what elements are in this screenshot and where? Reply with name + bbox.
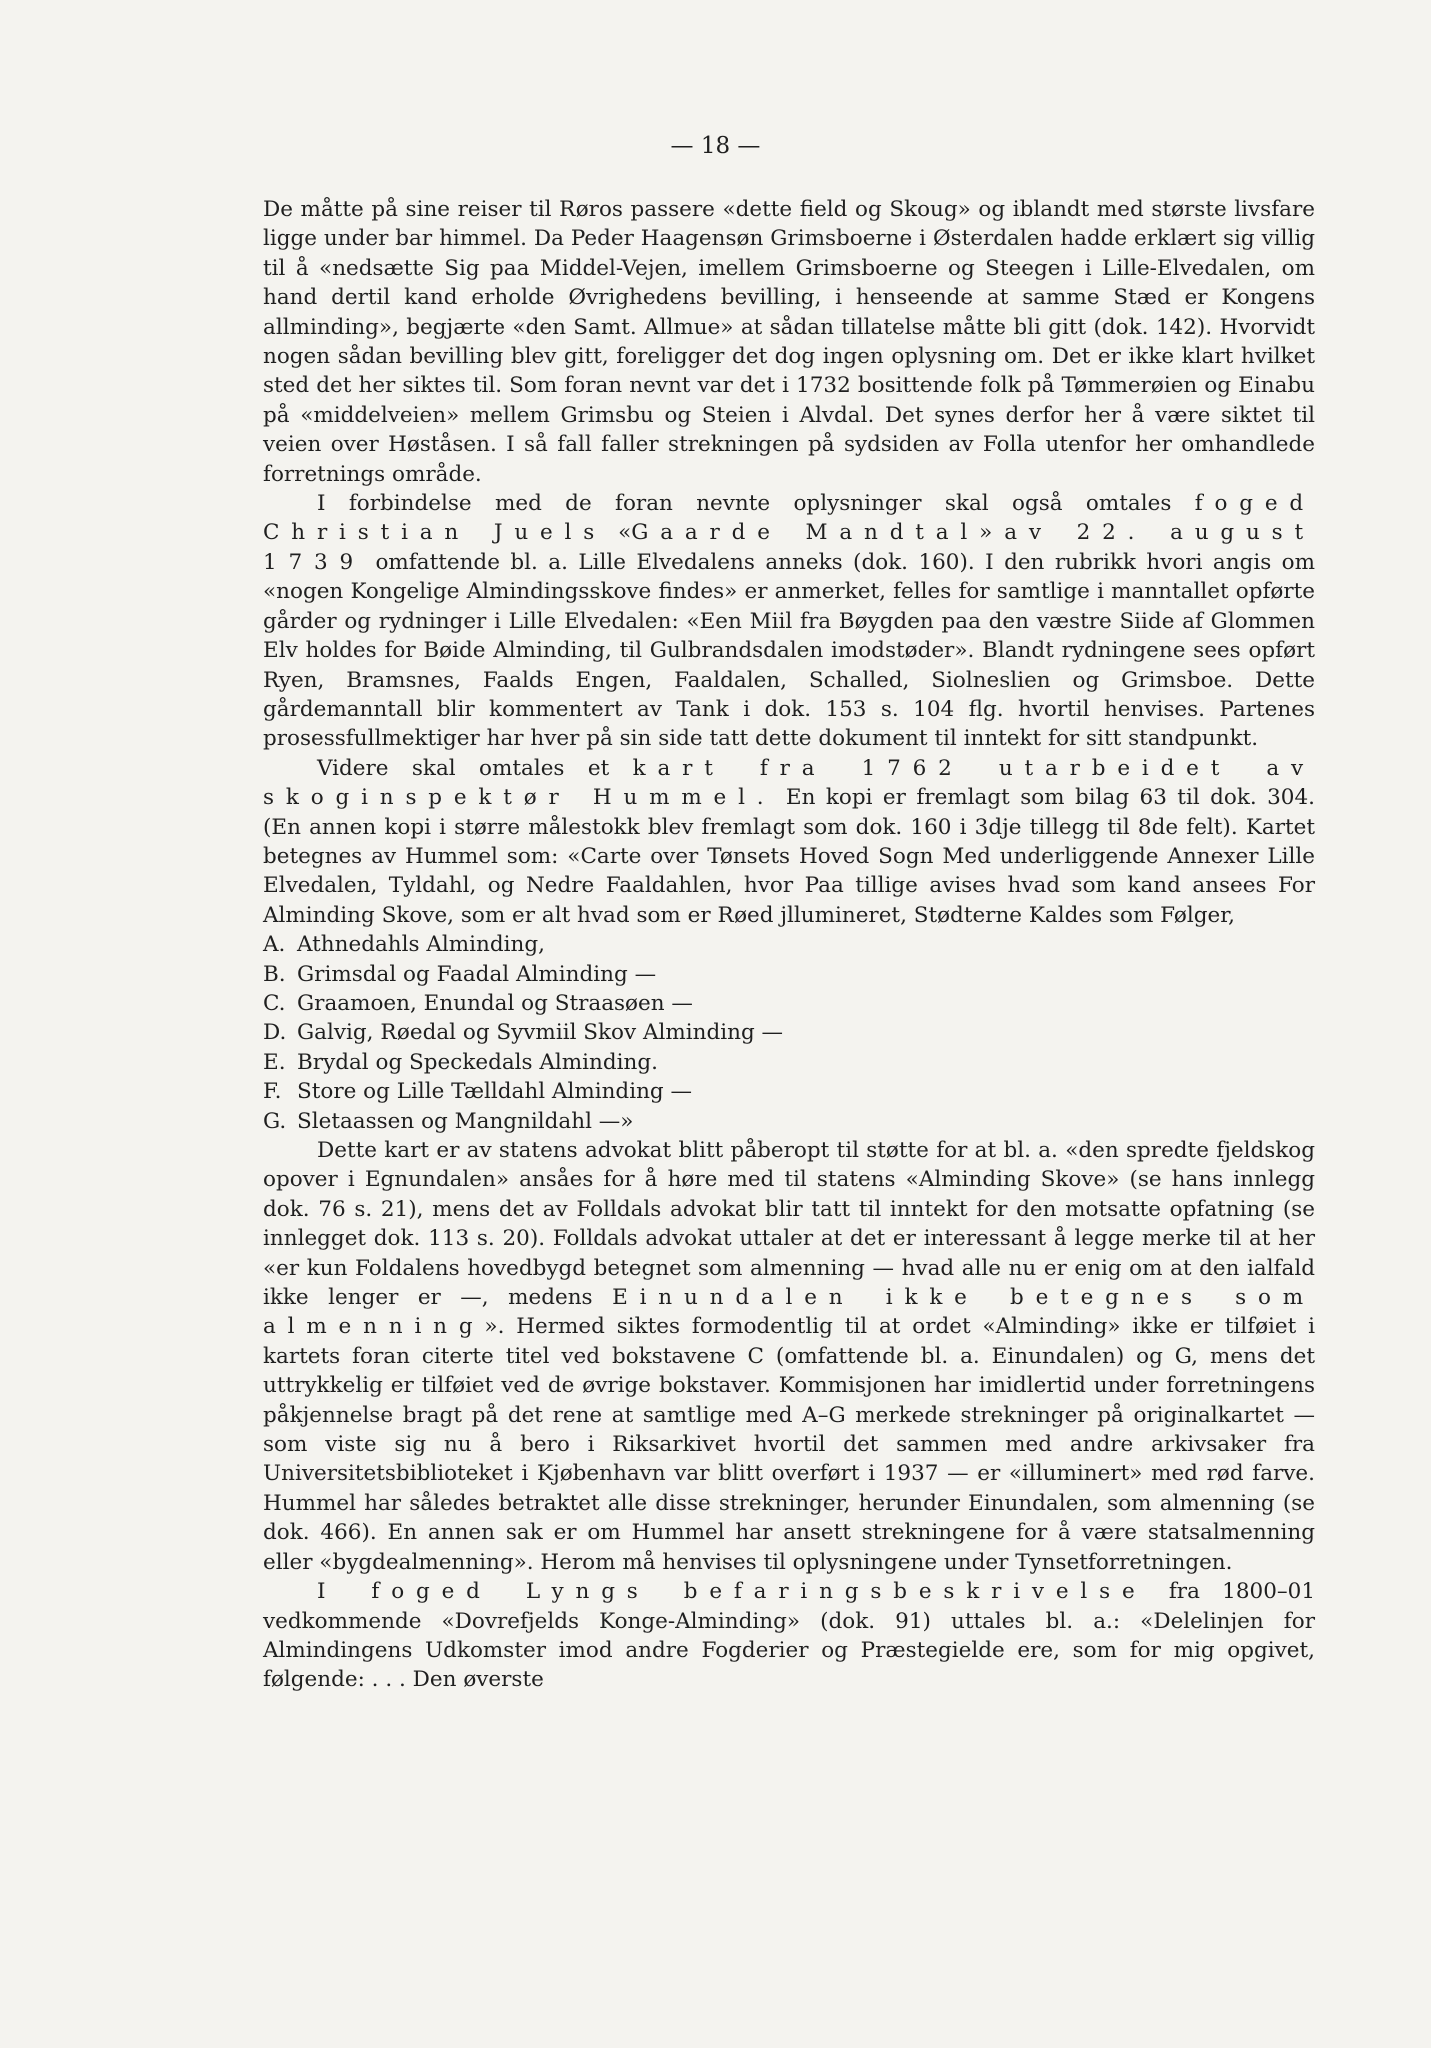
list-item-text: Store og Lille Tælldahl Alminding — bbox=[297, 1079, 693, 1105]
paragraph-4-part-b: ». Hermed siktes formodentlig til at ordet «Alminding» ikke er tilføiet i kartets foran citerte titel ved bokstavene C (omfattende bl. a. Einundalen) og G, mens det uttrykkelig er tilføiet ved de øvrige bokstaver. Kommisjonen har imidlertid under forretningens påkjennelse bragt på det rene at samtlige med A–G merkede strekninger på originalkartet — som viste sig nu å bero i Riksarkivet hvortil det sammen med andre arkivsaker fra Universitetsbiblioteket i Kjøbenhavn var blitt overført i 1937 — er «illuminert» med rød farve. Hummel har således betraktet alle disse strekninger, herunder Einundalen, som almenning (se dok. 466). En annen sak er om Hummel har ansett strekningene for å være statsalmenning eller «bygdealmenning». Herom må henvises til oplysningene under Tynsetforretningen. bbox=[263, 1314, 1315, 1575]
paragraph-2-quote-close: » bbox=[979, 520, 993, 546]
list-item-text: Grimsdal og Faadal Alminding — bbox=[297, 961, 657, 987]
list-item-text: Graamoen, Enundal og Straasøen — bbox=[297, 990, 693, 1016]
list-item bbox=[263, 1048, 1315, 1077]
list-item bbox=[263, 930, 1315, 959]
paragraph-4-part-a: Dette kart er av statens advokat blitt påberopt til støtte for at bl. a. «den spredte fjeldskog opover i Egnundalen» ansåes for å høre med til statens «Alminding Skove» (se hans innlegg dok. 76 s. 21), mens det av Folldals advokat blir tatt til inntekt for den motsatte opfatning (se innlegget dok. 113 s. 20). Folldals advokat uttaler at det er interessant å legge merke til at her «er kun Foldalens hovedbygd betegnet som almenning — hvad alle nu er enig om at den ialfald ikke lenger er —, medens bbox=[263, 1138, 1315, 1311]
paragraph-1: De måtte på sine reiser til Røros passere «dette field og Skoug» og iblandt med største livsfare ligge under bar himmel. Da Peder Haagensøn Grimsboerne i Østerdalen hadde erklært sig villig til å «nedsætte Sig paa Middel-Vejen, imellem Grimsboerne og Steegen i Lille-Elvedalen, om hand dertil kand erholde Øvrighedens bevilling, i henseende at samme Stæd er Kongens allminding», begjærte «den Samt. Allmue» at sådan tillatelse måtte bli gitt (dok. 142). Hvorvidt nogen sådan bevilling blev gitt, foreligger det dog ingen oplysning om. Det er ikke klart hvilket sted det her siktes til. Som foran nevnt var det i 1732 bosittende folk på Tømmerøien og Einabu på «middelveien» mellem Grimsbu og Steien i Alvdal. Det synes derfor her å være siktet til veien over Høståsen. I så fall faller strekningen på sydsiden av Folla utenfor her omhandlede forretnings område. bbox=[263, 197, 1315, 487]
list-item-letter: F. bbox=[263, 1079, 282, 1105]
list-item bbox=[263, 1077, 1315, 1106]
paragraph-2-part-a: I forbindelse med de foran nevnte oplysninger skal også omtales bbox=[317, 491, 1172, 517]
body-text bbox=[263, 195, 1315, 1695]
list-item bbox=[263, 1107, 1315, 1136]
paragraph-4 bbox=[263, 1136, 1315, 1577]
list-item bbox=[263, 960, 1315, 989]
spaced-emphasis-kart-hummel: kart fra 1762 utarbeidet av skoginspektør Hummel. bbox=[263, 755, 1315, 811]
spaced-emphasis-foged-lyngs: I foged Lyngs befaringsbeskrivelse bbox=[317, 1579, 1147, 1605]
list-item-text: Galvig, Røedal og Syvmiil Skov Alminding — bbox=[297, 1020, 784, 1046]
paragraph-3-part-b: En kopi er fremlagt som bilag 63 til dok. 304. (En annen kopi i større målestokk blev fremlagt som dok. 160 i 3dje tillegg til 8de felt). Kartet betegnes av Hummel som: «Carte over Tønsets Hoved Sogn Med underliggende Annexer Lille Elvedalen, Tyldahl, og Nedre Faaldahlen, hvor Paa tillige avises hvad som kand ansees For Alminding Skove, som er alt hvad som er Røed jllumineret, Stødterne Kaldes som Følger, bbox=[263, 785, 1315, 928]
list-item-text: Brydal og Speckedals Alminding. bbox=[297, 1049, 658, 1075]
spaced-emphasis-einundalen: Einundalen ikke betegnes som almenning bbox=[263, 1285, 1315, 1340]
paragraph-5 bbox=[263, 1577, 1315, 1695]
paragraph-5-part-a: fra 1800–01 vedkommende «Dovrefjelds Konge-Alminding» (dok. 91) uttales bl. a.: «Delelinjen for Almindingens Udkomster imod andre Fogderier og Præstegielde ere, som for mig opgivet, følgende: . . . Den øverste bbox=[263, 1579, 1315, 1693]
paragraph-3 bbox=[263, 754, 1315, 930]
page-number: — 18 — bbox=[670, 133, 761, 159]
spaced-emphasis-foged-christian-juels: foged Christian Juels bbox=[263, 491, 1315, 546]
list-item-text: Sletaassen og Mangnildahl —» bbox=[297, 1108, 634, 1134]
list-item-letter: B. bbox=[263, 961, 286, 987]
list-item-letter: C. bbox=[263, 990, 286, 1016]
list-item bbox=[263, 1018, 1315, 1047]
list-item-text: Athnedahls Alminding, bbox=[297, 932, 545, 958]
list-item bbox=[263, 989, 1315, 1018]
spaced-emphasis-gaarde-mandtal: Gaarde Mandtal bbox=[631, 520, 980, 546]
list-item-letter: E. bbox=[263, 1049, 286, 1075]
spaced-emphasis-date: av 22. august 1739 bbox=[263, 520, 1315, 575]
paragraph-2 bbox=[263, 489, 1315, 754]
paragraph-2-quote-open: « bbox=[618, 520, 632, 546]
paragraph-3-part-a: Videre skal omtales et bbox=[317, 755, 610, 781]
list-item-letter: G. bbox=[263, 1108, 287, 1134]
paragraph-2-part-d: omfattende bl. a. Lille Elvedalens anneks (dok. 160). I den rubrikk hvori angis om «nogen Kongelige Almindingsskove findes» er anmerket, felles for samtlige i manntallet opførte gårder og rydninger i Lille Elvedalen: «Een Miil fra Bøygden paa den væstre Siide af Glommen Elv holdes for Bøide Alminding, til Gulbrandsdalen imodstøder». Blandt rydningene sees opført Ryen, Bramsnes, Faalds Engen, Faaldalen, Schalled, Siolneslien og Grimsboe. Dette gårdemanntall blir kommentert av Tank i dok. 153 s. 104 flg. hvortil henvises. Partenes prosessfullmektiger har hver på sin side tatt dette dokument til inntekt for sitt standpunkt. bbox=[263, 549, 1315, 752]
list-item-letter: D. bbox=[263, 1020, 287, 1046]
alminding-list bbox=[263, 930, 1315, 1136]
list-item-letter: A. bbox=[263, 932, 286, 958]
